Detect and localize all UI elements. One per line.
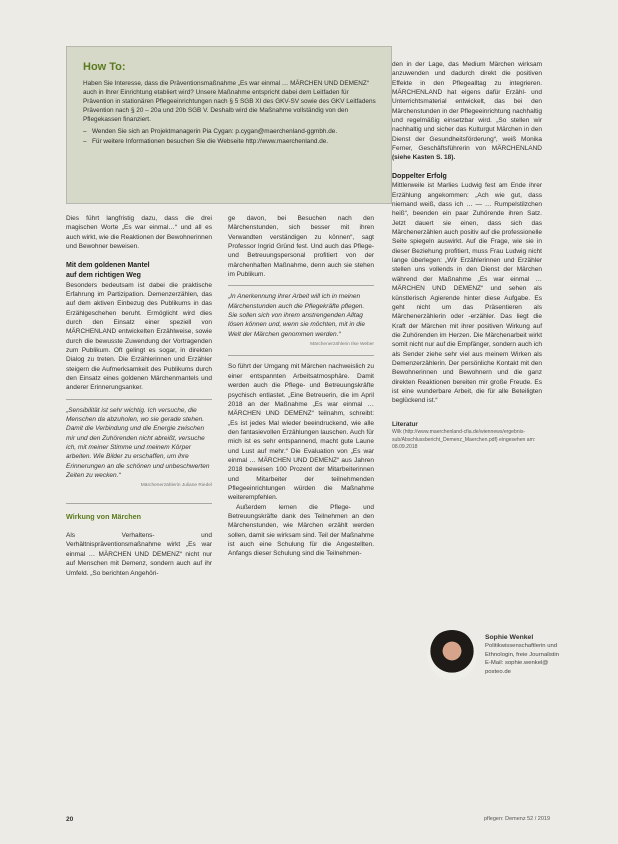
body-paragraph-2: So führt der Umgang mit Märchen nachweislich zu einer entspannten Arbeitsatmosphäre. Damit werden auch die Pflege- und Betreuungskräfte psychisch entlastet. „Eine Betreuerin, die im April 2018 an der Maßnahme „Es war einmal … MÄRCHEN UND DEMENZ“ teilnahm, schreibt: „Es ist jedes Mal wieder beeindruckend, wie alle den fantasievollen Erzählungen lauschen. Auch für mich ist es sehr entspannend, macht gute Laune und Lust auf mehr.“ Die Evaluation von „Es war einmal … MÄRCHEN UND DEMENZ“ aus Jahren 2018 beweisen 100 Prozent der Mitarbeiterinnen und Mitarbeiter der teilnehmenden Pflegeeinrichtungen würden die Maßnahme weiterempfehlen. [228, 363, 374, 502]
body-paragraph: ge davon, bei Besuchen nach den Märchenstunden, sich besser mit ihren Verwandten verständigen zu können“, sagt Professor Ingrid Gründ fest. Und auch das Pflege- und Betreuungspersonal profitiert von der märchenhaften Maßnahme, denn auch sie stehen im Publikum. [228, 215, 374, 279]
magazine-issue: pflegen: Demenz 52 / 2019 [484, 816, 551, 822]
body-paragraph-2: Als Verhaltens- und Verhältnispräventionsmaßnahme wirkt „Es war einmal … MÄRCHEN UND DEMENZ“ nicht nur auf Menschen mit Demenz, sondern auch auf ihr Umfeld. „So berichten Angehöri- [66, 532, 212, 577]
body-paragraph [392, 60, 542, 163]
divider [66, 399, 212, 400]
subheading-line-2: auf dem richtigen Weg [66, 271, 141, 279]
literature-body: Wilk (http://www.maerchenland-cfia.de/wiennews/ergebnis-sub/Abschlussbericht_Demenz_Maerchen.pdf) eingesehen am: 08.09.2018 [392, 428, 536, 451]
author-name: Sophie Wenkel [485, 634, 534, 641]
author-line: Politikwissenschaftlerin und [485, 643, 558, 649]
howto-list [83, 127, 377, 145]
author-avatar [427, 630, 477, 680]
column-left [66, 214, 212, 578]
divider [228, 355, 374, 356]
body-text: den in der Lage, das Medium Märchen wirksam anzuwenden und dadurch direkt die positiven Effekte in den Pflegealltag zu integrieren. MÄRCHENLAND hat eigens dafür Erzähl- und Unterrichtsmaterial entwickelt, das bei den Märchenstunden in der Pflegeeinrichtung nachhaltig und regelmäßig einsetzbar wird. „So stellen wir nachhaltig und sicher das Kulturgut Märchen in den Dienst der Gesundheitsförderung“, weiß Monika Ferner, Geschäftsführerin von MÄRCHENLAND [392, 61, 542, 153]
howto-bullet-contact: – Wenden Sie sich an Projektmanagerin Pia Cygan: p.cygan@maerchenland-ggmbh.de. [83, 127, 377, 136]
body-paragraph-2: Mittlerweile ist Marlies Ludwig fest am Ende ihrer Erzählung angekommen: „Ach wie gut, dass niemand weiß, dass ich … — … Rumpelstilzchen heiß“, beenden ein paar Zuhörende ihren Satz. Jetzt dauert sie einen, dass sich das Märchenerzählen auch positiv auf die professionelle Seite spiegeln auswirkt. Auf die Frage, wie sie in dieser Beziehung profitiert, muss Frau Ludwig nicht lange überlegen: „Wir Erzählerinnen und Erzähler stellen uns vollends in den Dienst der Märchen während der Maßnahme „Es war einmal … MÄRCHEN UND DEMENZ“ und sehen als künstlerisch Agierende hinter diese Aufgabe. Es geht nicht um das Präsentieren als Märchenerzählerin oder -erzähler. Das liegt die Kraft der Märchen mit ihrer positiven Wirkung auf die Zuhörenden im Herzen. Die Märchenarbeit wirkt somit nicht nur auf die Empfänger, sondern auch ich als Sender ziehe sehr viel aus meinem Wirken als Demenzerzählerin. Der persönliche Kontakt mit den Bewohnerinnen und Bewohnern und die ganz direkten Reaktionen bereiten mir große Freude. Es ist eine wunderbare Arbeit, die für alle Beteiligten beglückend ist.“ [392, 182, 542, 405]
body-paragraph: Besonders bedeutsam ist dabei die praktische Erfahrung im Partizipation. Demenzerzählen, das auf dem aktiven Einbezug des Publikums in das Erzählgeschehen beruht. Ermöglicht wird dies durch den Einsatz einer speziell von MÄRCHENLAND entwickelten Erzählweise, sowie durch die bewusste Zuwendung der Vortragenden zum Publikum. Oft gelingt es sogar, in direkten Dialog zu treten. Die Erzählerinnen und Erzähler steigern die Aufmerksamkeit des Publikums durch den Einsatz eines goldenen Märchenmantels und anderer Erinnerungsanker. [66, 281, 212, 392]
howto-bullet-website: – Für weitere Informationen besuchen Sie die Webseite http://www.maerchenland.de. [83, 137, 377, 146]
quote-text: „Sensibilität ist sehr wichtig. Ich versuche, die Menschen da abzuholen, wo sie gerade stehen. Damit die Verbindung und die Energie zwischen mir und den Zuhörenden nicht abreißt, versuche ich, mit meiner Stimme und meinem Körper arbeiten. Wie Bilder zu erschaffen, um ihre Erinnerungen an die schönen und unbeschwerten Zeiten zu wecken.“ [66, 406, 210, 480]
intro-paragraph: Dies führt langfristig dazu, dass die drei magischen Worte „Es war einmal…“ und all es auch wirkt, wie die Reaktionen der Bewohnerinnen und Bewohner beweisen. [66, 215, 212, 251]
section-title: Wirkung von Märchen [66, 511, 142, 521]
howto-title: How To: [83, 61, 126, 73]
howto-box [66, 46, 392, 204]
page-number: 20 [66, 816, 74, 823]
divider [228, 285, 374, 286]
author-email-line: E-Mail: sophie.wenkel@ [485, 660, 549, 666]
divider [66, 503, 212, 504]
subheading: Doppelter Erfolg [392, 172, 447, 180]
column-middle [228, 214, 374, 559]
column-right [392, 60, 542, 452]
quote-source: Märchenerzählerin Ilse Weber [310, 342, 374, 348]
quote-text: „In Anerkennung ihrer Arbeit will ich in meinen Märchenstunden auch die Pflegekräfte pflegen. Sie sollen sich von ihrem anstrengenden Alltag lösen können und, wenn sie möchten, mit in die Welt der Märchen genommen werden.“ [228, 293, 365, 338]
author-info [485, 634, 585, 676]
literature-title: Literatur [392, 420, 418, 428]
howto-body: Haben Sie Interesse, dass die Präventionsmaßnahme „Es war einmal … MÄRCHEN UND DEMENZ“ auch in Ihrer Einrichtung etabliert wird? Unsere Maßnahme entspricht dabei dem Leitfaden für Prävention in stationären Pflegeeinrichtungen nach § 5 SGB XI des GKV-SV sowie des GKV Leitfadens Prävention nach § 20 – 20a und 20b SGB V. Deshalb wird die Maßnahme vollständig von den Pflegekassen finanziert. [83, 80, 376, 124]
box-reference: (siehe Kasten S. 18). [392, 154, 456, 162]
body-paragraph-3: Außerdem lernen die Pflege- und Betreuungskräfte dank des Teilnehmen an den Märchenstunden, wie Märchen erzählt werden sollen, damit sie wirksam sind. Teil der Maßnahme ist auch eine Schulung für die Angestellten. Anfangs dieser Schulung sind die Teilnehmen- [228, 503, 374, 558]
author-box [427, 630, 577, 690]
subheading-line-1: Mit dem goldenen Mantel [66, 262, 150, 270]
author-email-line: posteo.de [485, 668, 511, 675]
quote-source: Märchenerzählerin Juliane Riedel [140, 483, 212, 489]
author-line: Ethnologin, freie Journalistin [485, 651, 560, 658]
